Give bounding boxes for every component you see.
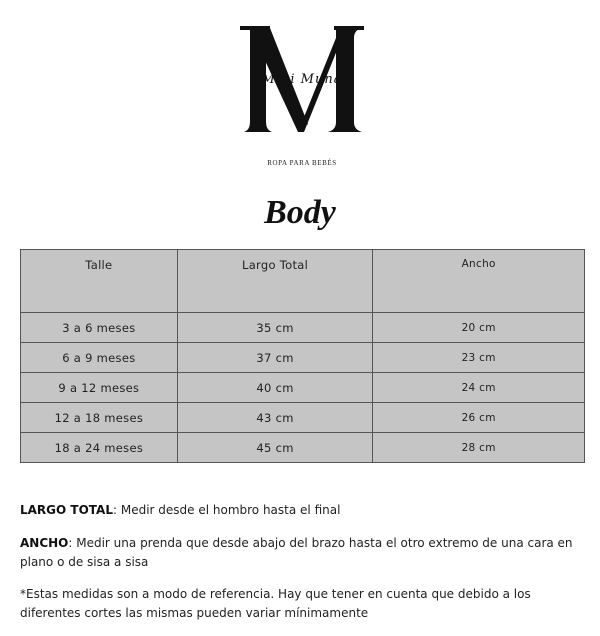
- cell-ancho: 26 cm: [373, 403, 585, 433]
- note-largo-total: [20, 501, 580, 520]
- header-ancho: Ancho: [373, 250, 585, 313]
- table-row: [21, 313, 585, 343]
- table-header-row: [21, 250, 585, 313]
- table-row: [21, 433, 585, 463]
- cell-talle: 9 a 12 meses: [21, 373, 178, 403]
- table-row: [21, 403, 585, 433]
- monogram-m-icon: [236, 22, 368, 152]
- note-ancho-text: : Medir una prenda que desde abajo del brazo hasta el otro extremo de una cara en plano o de sisa a sisa: [20, 536, 573, 569]
- note-ancho: [20, 534, 580, 572]
- cell-largo: 37 cm: [177, 343, 373, 373]
- note-ancho-label: ANCHO: [20, 536, 69, 550]
- brand-logo: [236, 22, 368, 167]
- cell-ancho: 24 cm: [373, 373, 585, 403]
- table-row: [21, 343, 585, 373]
- brand-name: Mini Muna: [261, 72, 343, 87]
- table-row: [21, 373, 585, 403]
- cell-talle: 12 a 18 meses: [21, 403, 178, 433]
- cell-ancho: 23 cm: [373, 343, 585, 373]
- cell-largo: 43 cm: [177, 403, 373, 433]
- header-largo-total: Largo Total: [177, 250, 373, 313]
- note-disclaimer: *Estas medidas son a modo de referencia. Hay que tener en cuenta que debido a los diferentes cortes las mismas pueden variar mínimamente: [20, 587, 531, 620]
- header-talle: Talle: [21, 250, 178, 313]
- note-largo-text: : Medir desde el hombro hasta el final: [112, 503, 341, 517]
- brand-tagline: ROPA PARA BEBÉS: [267, 159, 337, 167]
- cell-largo: 40 cm: [177, 373, 373, 403]
- note-largo-label: LARGO TOTAL: [20, 503, 113, 517]
- page-title: Body: [264, 194, 336, 231]
- cell-ancho: 28 cm: [373, 433, 585, 463]
- cell-talle: 18 a 24 meses: [21, 433, 178, 463]
- cell-talle: 6 a 9 meses: [21, 343, 178, 373]
- cell-largo: 45 cm: [177, 433, 373, 463]
- cell-largo: 35 cm: [177, 313, 373, 343]
- size-table: [20, 249, 585, 463]
- cell-talle: 3 a 6 meses: [21, 313, 178, 343]
- cell-ancho: 20 cm: [373, 313, 585, 343]
